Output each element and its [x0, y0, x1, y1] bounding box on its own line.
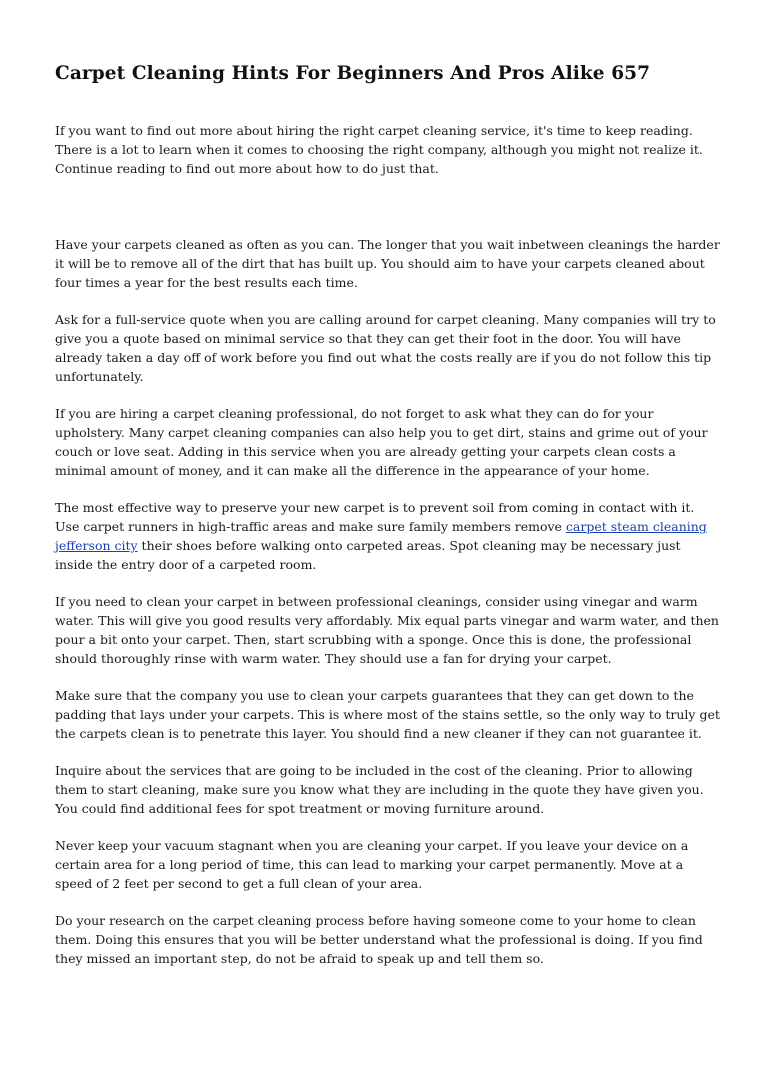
paragraph-vacuum: Never keep your vacuum stagnant when you are cleaning your carpet. If you leave your device on a certain area for a long period of time, this can lead to marking your carpet permanently. Move at a speed of 2 feet per second to get a full clean of your area. — [55, 838, 689, 891]
paragraph-text-before-link: The most effective way to preserve your new carpet is to prevent soil from coming in contact with it. Use carpet runners in high-traffic areas and make sure family members remove — [55, 500, 695, 534]
paragraph-full-service-quote: Ask for a full-service quote when you are calling around for carpet cleaning. Many companies will try to give you a quote based on minimal service so that they can get their foot in the door. You will have already taken a day off of work before you find out what the costs really are if you do not follow this tip unfortunately. — [55, 312, 716, 384]
article-body — [55, 235, 720, 986]
paragraph-prevent-soil — [55, 498, 720, 574]
paragraph-padding: Make sure that the company you use to clean your carpets guarantees that they can get down to the padding that lays under your carpets. This is where most of the stains settle, so the only way to truly get the carpets clean is to penetrate this layer. You should find a new cleaner if they can not guarantee it. — [55, 688, 720, 741]
paragraph-clean-often: Have your carpets cleaned as often as you can. The longer that you wait inbetween cleanings the harder it will be to remove all of the dirt that has built up. You should aim to have your carpets cleaned about four times a year for the best results each time. — [55, 237, 720, 290]
paragraph-text-after-link: their shoes before walking onto carpeted areas. Spot cleaning may be necessary just inside the entry door of a carpeted room. — [55, 538, 681, 572]
paragraph-vinegar: If you need to clean your carpet in between professional cleanings, consider using vinegar and warm water. This will give you good results very affordably. Mix equal parts vinegar and warm water, and then pour a bit onto your carpet. Then, start scrubbing with a sponge. Once this is done, the professional should thoroughly rinse with warm water. They should use a fan for drying your carpet. — [55, 594, 719, 666]
paragraph-upholstery: If you are hiring a carpet cleaning professional, do not forget to ask what they can do for your upholstery. Many carpet cleaning companies can also help you to get dirt, stains and grime out of your couch or love seat. Adding in this service when you are already getting your carpets clean costs a minimal amount of money, and it can make all the difference in the appearance of your home. — [55, 406, 708, 478]
intro-paragraph: If you want to find out more about hiring the right carpet cleaning service, it's time to keep reading. There is a lot to learn when it comes to choosing the right company, although you might not realize it. Continue reading to find out more about how to do just that. — [55, 123, 703, 176]
paragraph-research: Do your research on the carpet cleaning process before having someone come to your home to clean them. Doing this ensures that you will be better understand what the professional is doing. If you find they missed an important step, do not be afraid to speak up and tell them so. — [55, 913, 703, 966]
carpet-steam-cleaning-link[interactable]: carpet steam cleaning jefferson city — [55, 519, 707, 553]
page-title: Carpet Cleaning Hints For Beginners And Pros Alike 657 — [55, 63, 651, 84]
paragraph-services-included: Inquire about the services that are going to be included in the cost of the cleaning. Prior to allowing them to start cleaning, make sure you know what they are including in the quote they have given you. You could find additional fees for spot treatment or moving furniture around. — [55, 763, 704, 816]
